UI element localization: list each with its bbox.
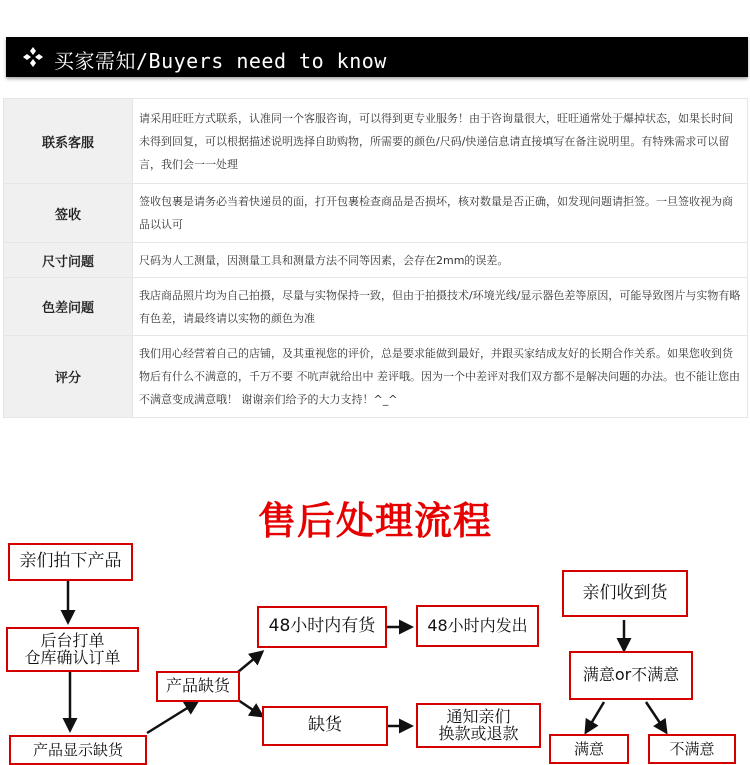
node-no-stock: 缺货	[262, 706, 388, 746]
flow-title: 售后处理流程	[257, 499, 492, 543]
row-text: 尺码为人工测量，因测量工具和测量方法不同等因素，会存在2mm的误差。	[133, 243, 748, 278]
arrow-choice-to-not-satisfied	[646, 702, 666, 732]
node-notify: 通知亲们 换款或退款	[416, 703, 541, 748]
node-out-of-stock: 产品缺货	[156, 671, 240, 702]
node-not-satisfied: 不满意	[648, 734, 736, 764]
node-ship-48h: 48小时内发出	[416, 605, 539, 647]
node-received: 亲们收到货	[562, 570, 688, 617]
node-satisfied-or-not: 满意or不满意	[569, 651, 693, 700]
node-backend: 后台打单 仓库确认订单	[6, 627, 139, 672]
arrow-shortage-to-out-of-stock	[147, 702, 197, 733]
row-text: 我店商品照片均为自己拍摄，尽量与实物保持一致，但由于拍摄技术/环境光线/显示器色差等原因，可能导致图片与实物有略有色差，请最终请以实物的颜色为准	[133, 278, 748, 336]
row-label: 签收	[4, 184, 133, 243]
node-order: 亲们拍下产品	[8, 543, 133, 581]
row-text: 签收包裹是请务必当着快递员的面，打开包裹检查商品是否损坏，核对数量是否正确，如发现问题请拒签。一旦签收视为商品以认可	[133, 184, 748, 243]
header-title: 买家需知/Buyers need to know	[54, 49, 387, 73]
row-text: 请采用旺旺方式联系，认准同一个客服咨询，可以得到更专业服务！由于咨询量很大，旺旺通常处于爆掉状态，如果长时间未得到回复，可以根据描述说明选择自助购物，所需要的颜色/尺码/快递信息请直接填写在备注说明里。有特殊需求可以留言，我们会一一处理	[133, 99, 748, 184]
row-label: 评分	[4, 336, 133, 418]
arrow-choice-to-satisfied	[586, 702, 604, 732]
node-product-shortage: 产品显示缺货	[9, 735, 147, 765]
node-in-stock-48h: 48小时内有货	[257, 606, 387, 648]
row-label: 尺寸问题	[4, 243, 133, 278]
node-satisfied: 满意	[549, 734, 629, 764]
arrow-out-of-stock-to-48h	[238, 652, 262, 672]
row-label: 联系客服	[4, 99, 133, 184]
arrow-out-of-stock-to-no-stock	[238, 700, 262, 716]
row-label: 色差问题	[4, 278, 133, 336]
row-text: 我们用心经营着自己的店铺，及其重视您的评价，总是要求能做到最好，并跟买家结成友好的长期合作关系。如果您收到货物后有什么不满意的，千万不要 不吭声就给出中 差评哦。因为一个中差评对我们双方都不是解决问题的办法。也不能让您由不满意变成满意哦！ 谢谢亲们给予的大力支持！^_^	[133, 336, 748, 418]
